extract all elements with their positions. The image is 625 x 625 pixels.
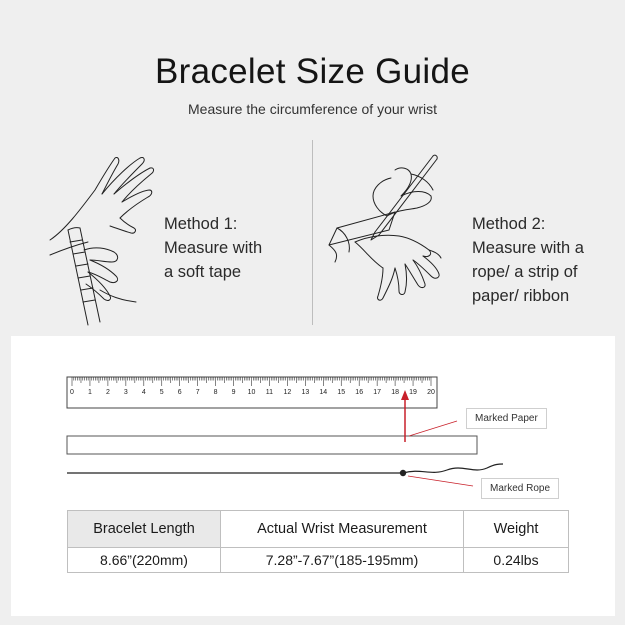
hand-pen-paper-illustration xyxy=(325,150,465,310)
method-2-line-3: rope/ a strip of xyxy=(472,263,578,281)
ruler-tick-label: 18 xyxy=(391,389,399,396)
ruler-tick-label: 19 xyxy=(409,389,417,396)
ruler-tick-label: 15 xyxy=(337,389,346,396)
page-title: Bracelet Size Guide xyxy=(154,52,471,91)
header-bracelet-length: Bracelet Length xyxy=(68,511,221,548)
method-2-heading: Method 2: xyxy=(472,215,546,233)
ruler-tick-label: 10 xyxy=(247,389,256,396)
cell-bracelet-length: 8.66”(220mm) xyxy=(68,548,221,573)
ruler-tick-label: 9 xyxy=(231,389,236,396)
ruler-tick-label: 16 xyxy=(355,389,364,396)
rope-loose-end xyxy=(403,464,503,473)
table-header-row xyxy=(68,511,569,548)
ruler-tick-label: 6 xyxy=(177,389,182,396)
header-wrist-measurement: Actual Wrist Measurement xyxy=(221,511,464,548)
ruler-tick-label: 8 xyxy=(213,389,218,396)
ruler-tick-label: 2 xyxy=(105,389,110,396)
ruler-tick-label: 5 xyxy=(159,389,164,396)
page-subtitle: Measure the circumference of your wrist xyxy=(188,101,437,117)
paper-strip xyxy=(67,436,477,454)
ruler-tick-label: 7 xyxy=(195,389,200,396)
cell-weight: 0.24lbs xyxy=(464,548,569,573)
ruler-tick-label: 13 xyxy=(301,389,310,396)
ruler-tick-label: 1 xyxy=(87,389,92,396)
ruler-tick-label: 3 xyxy=(123,389,128,396)
method-1-heading: Method 1: xyxy=(164,215,238,233)
hand-soft-tape-illustration xyxy=(40,150,160,330)
paper-callout-line xyxy=(409,421,457,436)
ruler-tick-label: 4 xyxy=(141,389,146,396)
ruler-tick-label: 11 xyxy=(265,389,274,396)
marked-paper-label: Marked Paper xyxy=(466,408,547,429)
ruler-ticks xyxy=(72,377,431,386)
cell-wrist-measurement: 7.28”-7.67”(185-195mm) xyxy=(221,548,464,573)
size-table xyxy=(67,510,569,573)
method-2-text xyxy=(472,212,584,308)
ruler-labels xyxy=(70,389,435,396)
ruler-tick-label: 12 xyxy=(283,389,292,396)
section-divider xyxy=(312,140,313,325)
ruler-tick-label: 20 xyxy=(427,389,435,396)
rope-callout-line xyxy=(408,476,473,486)
measurement-panel xyxy=(11,336,615,616)
method-2-line-4: paper/ ribbon xyxy=(472,287,570,305)
header-weight: Weight xyxy=(464,511,569,548)
ruler-tick-label: 14 xyxy=(319,389,328,396)
marked-rope-label: Marked Rope xyxy=(481,478,559,499)
ruler-tick-label: 17 xyxy=(373,389,382,396)
table-row xyxy=(68,548,569,573)
ruler-tick-label: 0 xyxy=(70,389,74,396)
method-1-text xyxy=(164,212,262,284)
method-1-line-3: a soft tape xyxy=(164,263,242,281)
method-1-line-2: Measure with xyxy=(164,239,263,257)
method-2-line-2: Measure with a xyxy=(472,239,584,257)
